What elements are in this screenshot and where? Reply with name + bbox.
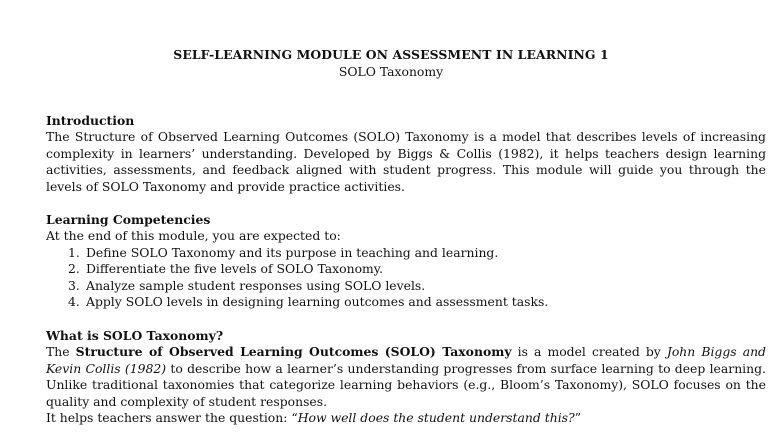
list-item-number: 4. xyxy=(68,294,80,310)
list-item xyxy=(46,261,766,277)
competencies-lead: At the end of this module, you are expected to: xyxy=(46,228,341,244)
guiding-question: How well does the student understand this? xyxy=(297,410,575,426)
competencies-list xyxy=(46,245,766,311)
list-item xyxy=(46,294,766,310)
introduction-paragraph: The Structure of Observed Learning Outcomes (SOLO) Taxonomy is a model that describes levels of increasing complexity in learners’ understanding. Developed by Biggs & Collis (1982), it helps teachers design learning activities, assessments, and feedback aligned with student progress. This module will guide you through the levels of SOLO Taxonomy and provide practice activities. xyxy=(46,129,766,194)
paragraph-text: ” xyxy=(574,410,582,426)
solo-term: Structure of Observed Learning Outcomes (SOLO) Taxonomy xyxy=(75,344,512,360)
competencies-heading: Learning Competencies xyxy=(46,212,211,227)
list-item-number: 1. xyxy=(68,244,80,260)
document-title: SELF-LEARNING MODULE ON ASSESSMENT IN LEARNING 1 xyxy=(173,47,609,62)
list-item-text: Apply SOLO levels in designing learning outcomes and assessment tasks. xyxy=(86,294,549,310)
authors-citation: John Biggs and Kevin Collis (1982) xyxy=(46,344,766,376)
paragraph-text: The xyxy=(46,344,76,360)
competencies-section xyxy=(46,212,766,310)
list-item xyxy=(46,278,766,294)
list-item-number: 2. xyxy=(68,261,80,277)
list-item-number: 3. xyxy=(68,277,80,293)
what-is-solo-section xyxy=(46,328,766,426)
paragraph-text: to describe how a learner’s understanding progresses from surface learning to deep learning. Unlike traditional taxonomies that categorize learning behaviors (e.g., Bloom’s Taxonomy), SOLO focuses on the quality and complexity of student responses. xyxy=(46,360,766,409)
paragraph-text: It helps teachers answer the question: “ xyxy=(46,410,298,426)
document-subtitle: SOLO Taxonomy xyxy=(338,64,444,79)
what-is-solo-heading: What is SOLO Taxonomy? xyxy=(46,328,224,343)
list-item xyxy=(46,245,766,261)
paragraph-text: is a model created by xyxy=(511,344,667,360)
introduction-heading: Introduction xyxy=(46,113,135,128)
guiding-question-line xyxy=(46,410,766,426)
list-item-text: Define SOLO Taxonomy and its purpose in teaching and learning. xyxy=(86,244,499,260)
list-item-text: Analyze sample student responses using SOLO levels. xyxy=(86,277,426,293)
what-is-solo-paragraph xyxy=(46,344,766,410)
list-item-text: Differentiate the five levels of SOLO Taxonomy. xyxy=(86,261,384,277)
introduction-section xyxy=(46,113,766,195)
